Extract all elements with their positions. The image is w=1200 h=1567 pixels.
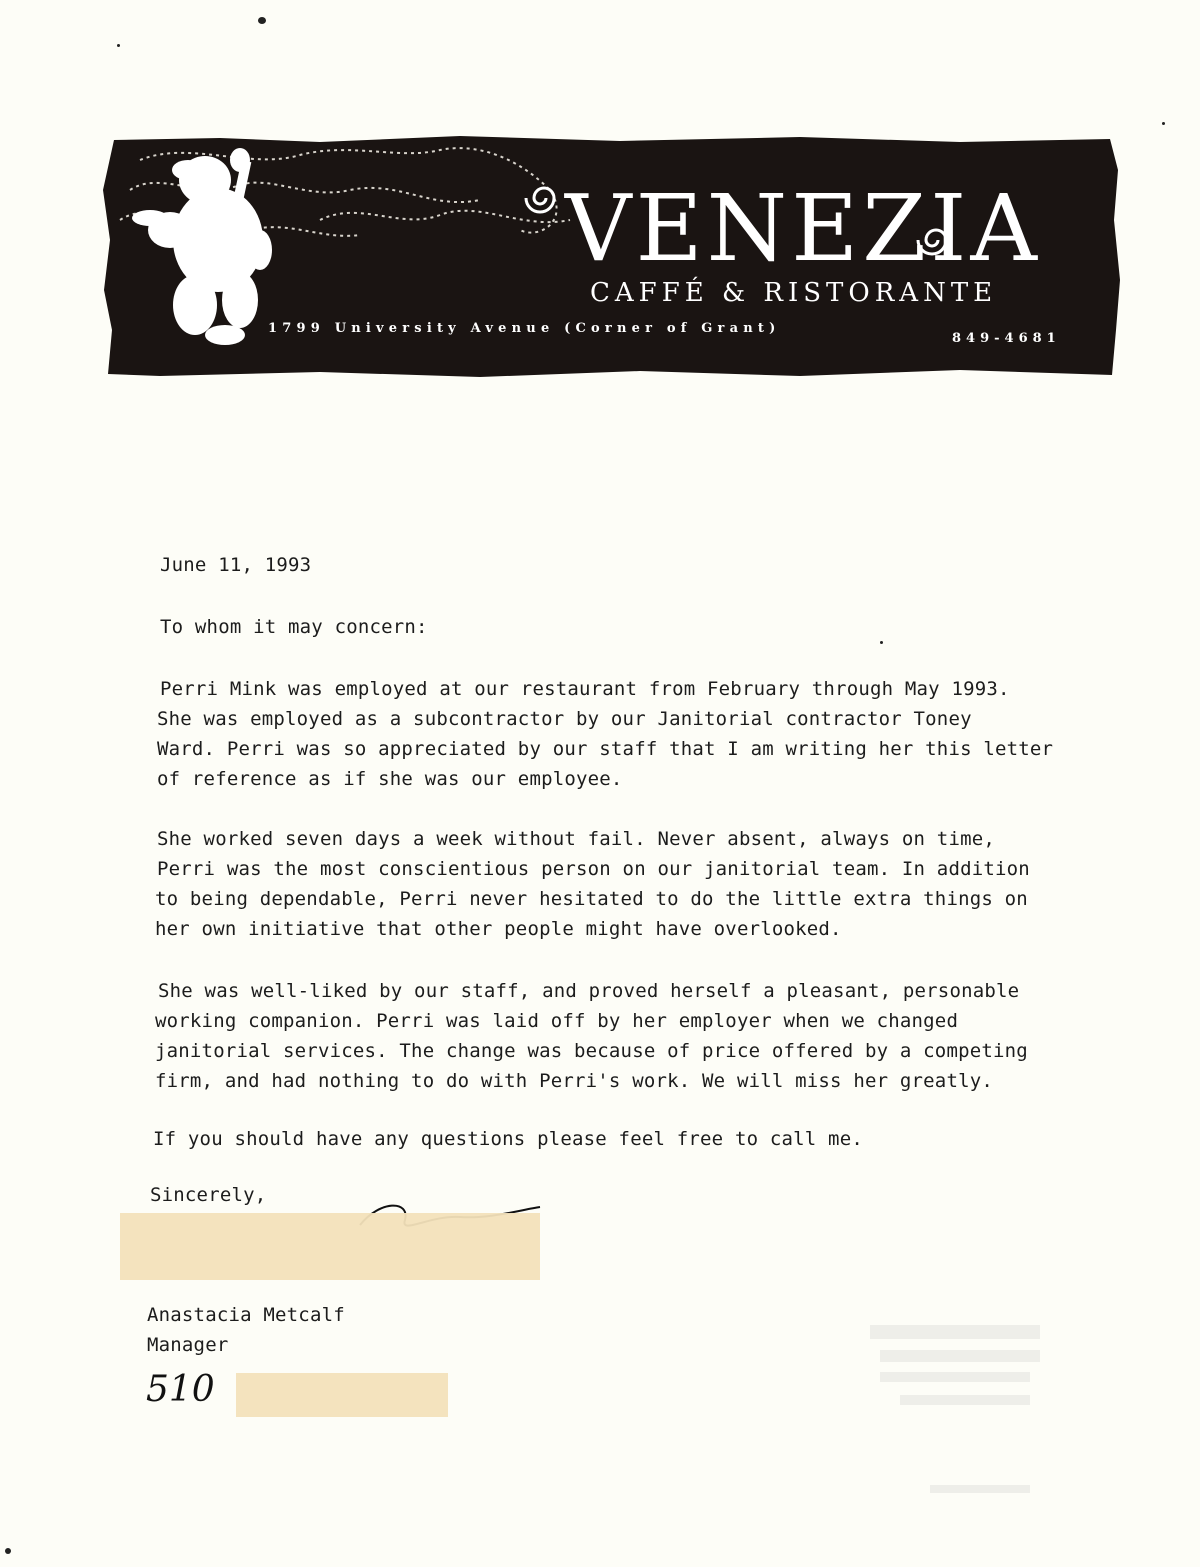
letter-date: June 11, 1993	[160, 554, 312, 576]
brand-subtitle: CAFFÉ & RISTORANTE	[590, 278, 998, 308]
scan-speck	[258, 17, 266, 24]
bleed-through-mark	[870, 1325, 1040, 1339]
paragraph-3-line-3: janitorial services. The change was because of price offered by a competing	[155, 1040, 1028, 1062]
scan-speck	[5, 1548, 11, 1554]
signature-redaction	[120, 1213, 540, 1280]
paragraph-1-line-3: Ward. Perri was so appreciated by our staff that I am writing her this letter	[157, 738, 1054, 760]
paragraph-3-line-1: She was well-liked by our staff, and proved herself a pleasant, personable	[158, 980, 1020, 1002]
bleed-through-mark	[930, 1485, 1030, 1493]
paragraph-2-line-1: She worked seven days a week without fail. Never absent, always on time,	[157, 828, 996, 850]
phone-redaction	[236, 1373, 448, 1417]
paragraph-1-line-2: She was employed as a subcontractor by our Janitorial contractor Toney	[157, 708, 972, 730]
letter-closing: Sincerely,	[150, 1184, 267, 1206]
signer-name: Anastacia Metcalf	[147, 1304, 345, 1326]
scan-speck	[117, 44, 120, 47]
brand-phone: 849-4681	[952, 331, 1061, 346]
scan-speck	[880, 641, 883, 644]
brand-address: 1799 University Avenue (Corner of Grant)	[268, 321, 781, 336]
paragraph-4-line-1: If you should have any questions please feel free to call me.	[153, 1128, 863, 1150]
letterhead-banner	[100, 130, 1125, 380]
bleed-through-mark	[880, 1372, 1030, 1382]
scan-speck	[1162, 122, 1165, 125]
letter-salutation: To whom it may concern:	[160, 616, 428, 638]
paragraph-2-line-4: her own initiative that other people might have overlooked.	[155, 918, 842, 940]
paragraph-1-line-1: Perri Mink was employed at our restaurant from February through May 1993.	[160, 678, 1010, 700]
paragraph-3-line-2: working companion. Perri was laid off by her employer when we changed	[155, 1010, 959, 1032]
signer-title: Manager	[147, 1334, 229, 1356]
paragraph-2-line-3: to being dependable, Perri never hesitated to do the little extra things on	[155, 888, 1028, 910]
bleed-through-mark	[900, 1395, 1030, 1405]
paragraph-1-line-4: of reference as if she was our employee.	[157, 768, 623, 790]
brand-name: VENEZIA	[565, 175, 1041, 282]
paragraph-3-line-4: firm, and had nothing to do with Perri's work. We will miss her greatly.	[155, 1070, 994, 1092]
bleed-through-mark	[880, 1350, 1040, 1362]
handwritten-note: 510	[146, 1369, 215, 1410]
paragraph-2-line-2: Perri was the most conscientious person on our janitorial team. In addition	[157, 858, 1030, 880]
